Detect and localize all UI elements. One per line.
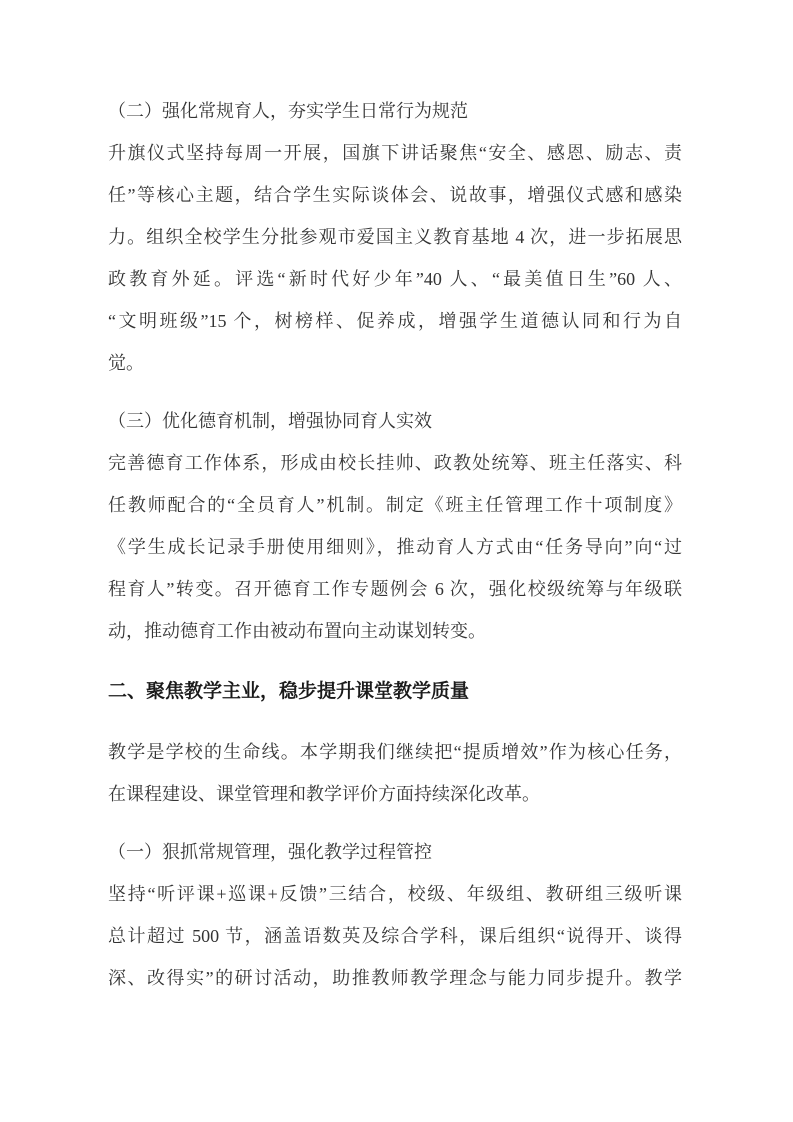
text-line: 政教育外延。评选“新时代好少年”40 人、“最美值日生”60 人、 <box>108 269 682 289</box>
text-line: 在课程建设、课堂管理和教学评价方面持续深化改革。 <box>108 784 540 804</box>
paragraph <box>108 731 682 815</box>
text-line: “文明班级”15 个，树榜样、促养成，增强学生道德认同和行为自 <box>108 311 682 331</box>
text-line: 完善德育工作体系，形成由校长挂帅、政教处统筹、班主任落实、科 <box>108 453 682 473</box>
text-line: 教学是学校的生命线。本学期我们继续把“提质增效”作为核心任务， <box>108 742 682 762</box>
text-line: 深、改得实”的研讨活动，助推教师教学理念与能力同步提升。教学 <box>108 968 682 988</box>
paragraph <box>108 132 682 384</box>
paragraph <box>108 442 682 652</box>
text-line: 《学生成长记录手册使用细则》，推动育人方式由“任务导向”向“过 <box>108 537 682 557</box>
text-line: 程育人”转变。召开德育工作专题例会 6 次，强化校级统筹与年级联 <box>108 579 682 599</box>
section-heading-sub: （一）狠抓常规管理，强化教学过程管控 <box>108 842 432 862</box>
text-line: 坚持“听评课+巡课+反馈”三结合，校级、年级组、教研组三级听课 <box>108 884 682 904</box>
section-heading-main: 二、聚焦教学主业，稳步提升课堂教学质量 <box>108 681 470 702</box>
section-heading-sub: （三）优化德育机制，增强协同育人实效 <box>108 411 432 431</box>
text-line: 升旗仪式坚持每周一开展，国旗下讲话聚焦“安全、感恩、励志、责 <box>108 143 682 163</box>
text-line: 觉。 <box>108 353 144 373</box>
text-line: 总计超过 500 节，涵盖语数英及综合学科，课后组织“说得开、谈得 <box>108 926 682 946</box>
document-content <box>108 90 682 999</box>
text-line: 动，推动德育工作由被动布置向主动谋划转变。 <box>108 621 486 641</box>
section-heading-sub: （二）强化常规育人，夯实学生日常行为规范 <box>108 101 468 121</box>
paragraph <box>108 873 682 999</box>
text-line: 力。组织全校学生分批参观市爱国主义教育基地 4 次，进一步拓展思 <box>108 227 682 247</box>
text-line: 任教师配合的“全员育人”机制。制定《班主任管理工作十项制度》 <box>108 495 682 515</box>
text-line: 任”等核心主题，结合学生实际谈体会、说故事，增强仪式感和感染 <box>108 185 682 205</box>
